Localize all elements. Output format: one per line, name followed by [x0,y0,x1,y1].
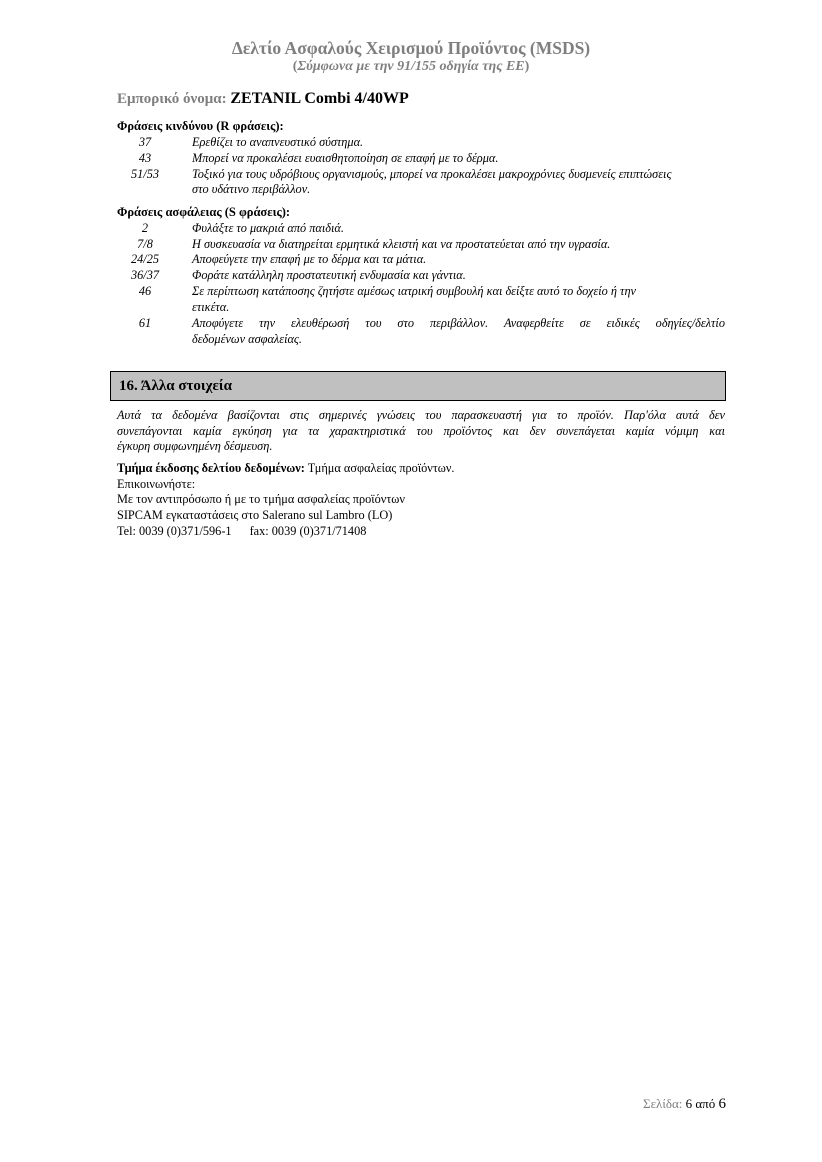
document-title: Δελτίο Ασφαλούς Χειρισμού Προϊόντος (MSDS) [231,38,591,58]
disclaimer-paragraph [117,408,725,455]
phrase-text: Φοράτε κατάλληλη προστατευτική ενδυμασία και γάντια. [192,268,466,282]
phone-fax-line [117,524,366,539]
section-16-header [110,371,726,401]
phrase-code: 43 [138,151,152,165]
trade-name [117,90,409,108]
contact-label: Επικοινωνήστε: [117,477,196,491]
phrase-code: 46 [138,284,152,298]
phrase-text: Φυλάξτε το μακριά από παιδιά. [192,221,344,235]
page-label: Σελίδα: [643,1096,683,1111]
phrase-code: 36/37 [130,268,159,282]
issuer-line [117,461,455,476]
phrase-text-continued: ετικέτα. [192,300,230,314]
phrase-text-continued: στο υδάτινο περιβάλλον. [192,182,311,196]
page-number [643,1096,726,1113]
phrase-code: 37 [138,135,152,149]
contact-line-2: SIPCAM εγκαταστάσεις στο Salerano sul Lambro (LO) [117,508,393,522]
issuer-label: Τμήμα έκδοσης δελτίου δεδομένων: [117,461,305,475]
phrase-text: Τοξικό για τους υδρόβιους οργανισμούς, μπορεί να προκαλέσει μακροχρόνιες δυσμενείς επιπτώσεις [192,167,672,181]
document-header [0,38,822,76]
page-current: 6 [685,1096,693,1111]
phrase-text: Αποφεύγετε την επαφή με το δέρμα και τα μάτια. [192,252,427,266]
disclaimer-line: έγκυρη συμφωνημένη δέσμευση. [117,439,273,454]
telephone: Tel: 0039 (0)371/596-1 [117,524,232,538]
phrase-text: Ερεθίζει το αναπνευστικό σύστημα. [192,135,364,149]
phrase-text: Μπορεί να προκαλέσει ευαισθητοποίηση σε επαφή με το δέρμα. [192,151,499,165]
phrase-code: 61 [138,316,152,330]
trade-name-label: Εμπορικό όνομα: [117,91,227,107]
contact-line-1: Με τον αντιπρόσωπο ή με το τμήμα ασφαλείας προϊόντων [117,492,405,506]
s-phrases-title: Φράσεις ασφάλειας (S φράσεις): [117,205,291,219]
page-total: 6 [718,1096,726,1112]
phrase-text: Η συσκευασία να διατηρείται ερμητικά κλειστή και να προστατεύεται από την υγρασία. [192,237,611,251]
page-of-label: από [695,1096,716,1111]
document-subtitle: (Σύμφωνα με την 91/155 οδηγία της ΕΕ) [292,59,530,74]
fax: fax: 0039 (0)371/71408 [249,524,367,538]
phrase-text-continued: δεδομένων ασφαλείας. [192,332,302,346]
r-phrases-title: Φράσεις κινδύνου (R φράσεις): [117,119,284,133]
phrase-text: Σε περίπτωση κατάποσης ζητήστε αμέσως ιατρική συμβουλή και δείξτε αυτό το δοχείο ή την [192,284,637,298]
phrase-code: 51/53 [130,167,159,181]
phrase-code: 2 [141,221,149,235]
trade-name-value: ZETANIL Combi 4/40WP [230,90,409,107]
disclaimer-line: συνεπάγονται καμία εγκύηση για τα χαρακτηριστικά του προϊόντος και δεν συνεπάγεται καμία νόμιμη και [117,423,725,438]
disclaimer-line: Αυτά τα δεδομένα βασίζονται στις σημερινές γνώσεις του παρασκευαστή για το προϊόν. Παρ'όλα αυτά δεν [117,408,725,422]
section-16-title: 16. Άλλα στοιχεία [119,378,232,394]
phrase-code: 7/8 [137,237,153,251]
phrase-code: 24/25 [130,252,159,266]
issuer-value: Τμήμα ασφαλείας προϊόντων. [304,461,455,475]
phrase-text: Αποφύγετε την ελευθέρωσή του στο περιβάλλον. Αναφερθείτε σε ειδικές οδηγίες/δελτίο [192,316,725,330]
